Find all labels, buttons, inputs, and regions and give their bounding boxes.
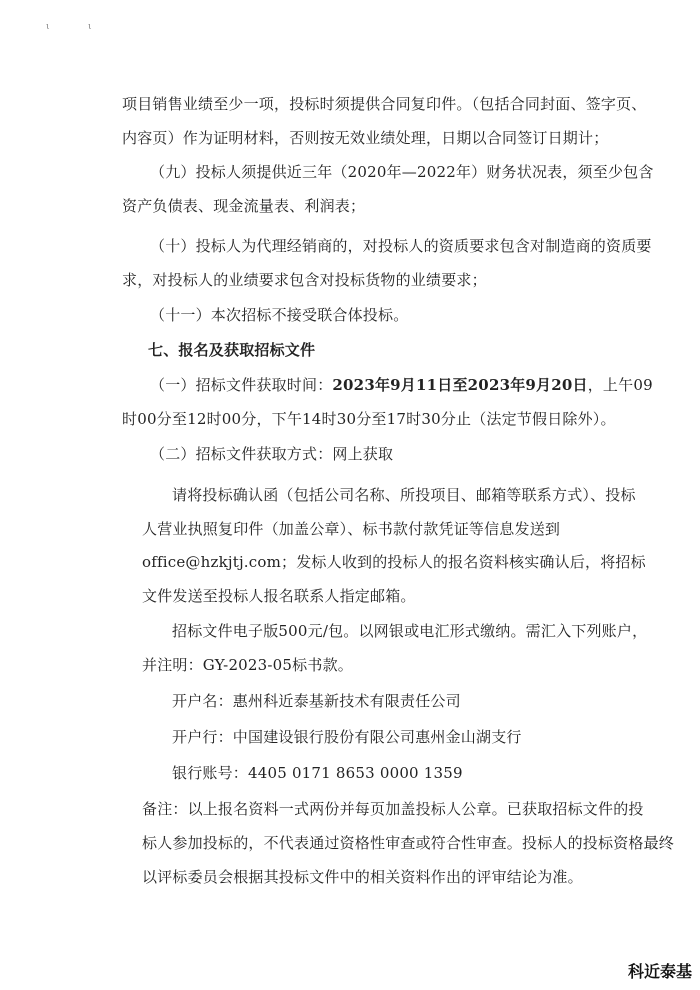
paragraph-line: 文件发送至投标人报名联系人指定邮箱。 — [142, 587, 416, 605]
bank-branch-line: 开户行：中国建设银行股份有限公司惠州金山湖支行 — [172, 728, 522, 746]
time-range: 2023年9月11日至2023年9月20日 — [332, 376, 588, 394]
note-line: 备注：以上报名资料一式两份并每页加盖投标人公章。已获取招标文件的投 — [142, 800, 644, 818]
corner-mark-left: ι — [46, 22, 50, 32]
paragraph-line: 内容页）作为证明材料，否则按无效业绩处理，日期以合同签订日期计； — [122, 129, 609, 147]
paragraph-line: 资产负债表、现金流量表、利润表； — [122, 197, 366, 215]
paragraph-line: 请将投标确认函（包括公司名称、所投项目、邮箱等联系方式）、投标 — [172, 486, 636, 504]
note-line: 以评标委员会根据其投标文件中的相关资料作出的评审结论为准。 — [142, 868, 583, 886]
note-line: 标人参加投标的，不代表通过资格性审查或符合性审查。投标人的投标资格最终 — [142, 834, 675, 852]
corner-mark-right: ι — [88, 22, 92, 32]
account-number-line: 银行账号：4405 0171 8653 0000 1359 — [172, 764, 463, 782]
paragraph-line: （九）投标人须提供近三年（2020年—2022年）财务状况表，须至少包含 — [150, 163, 654, 181]
paragraph-line: 招标文件电子版500元/包。以网银或电汇形式缴纳。需汇入下列账户， — [172, 622, 648, 640]
paragraph-line: 求，对投标人的业绩要求包含对投标货物的业绩要求； — [122, 271, 487, 289]
paragraph-line: 项目销售业绩至少一项，投标时须提供合同复印件。（包括合同封面、签字页、 — [122, 95, 647, 113]
email-line: office@hzkjtj.com；发标人收到的投标人的报名资料核实确认后，将招标 — [142, 553, 646, 571]
time-suffix: ，上午09 — [587, 376, 653, 394]
paragraph-line: （十一）本次招标不接受联合体投标。 — [150, 306, 409, 324]
paragraph-line: （十）投标人为代理经销商的，对投标人的资质要求包含对制造商的资质要 — [150, 237, 652, 255]
section-heading: 七、报名及获取招标文件 — [148, 341, 316, 359]
paragraph-line — [150, 375, 653, 395]
watermark-text: 科近泰基 — [627, 962, 692, 981]
account-name-line: 开户名：惠州科近泰基新技术有限责任公司 — [172, 692, 461, 710]
time-label: （一）招标文件获取时间： — [150, 376, 333, 394]
paragraph-line: 人营业执照复印件（加盖公章）、标书款付款凭证等信息发送到 — [142, 520, 561, 538]
paragraph-line: 并注明：GY-2023-05标书款。 — [142, 656, 353, 674]
paragraph-line: 时00分至12时00分，下午14时30分至17时30分止（法定节假日除外）。 — [122, 410, 616, 428]
paragraph-line: （二）招标文件获取方式：网上获取 — [150, 445, 394, 463]
